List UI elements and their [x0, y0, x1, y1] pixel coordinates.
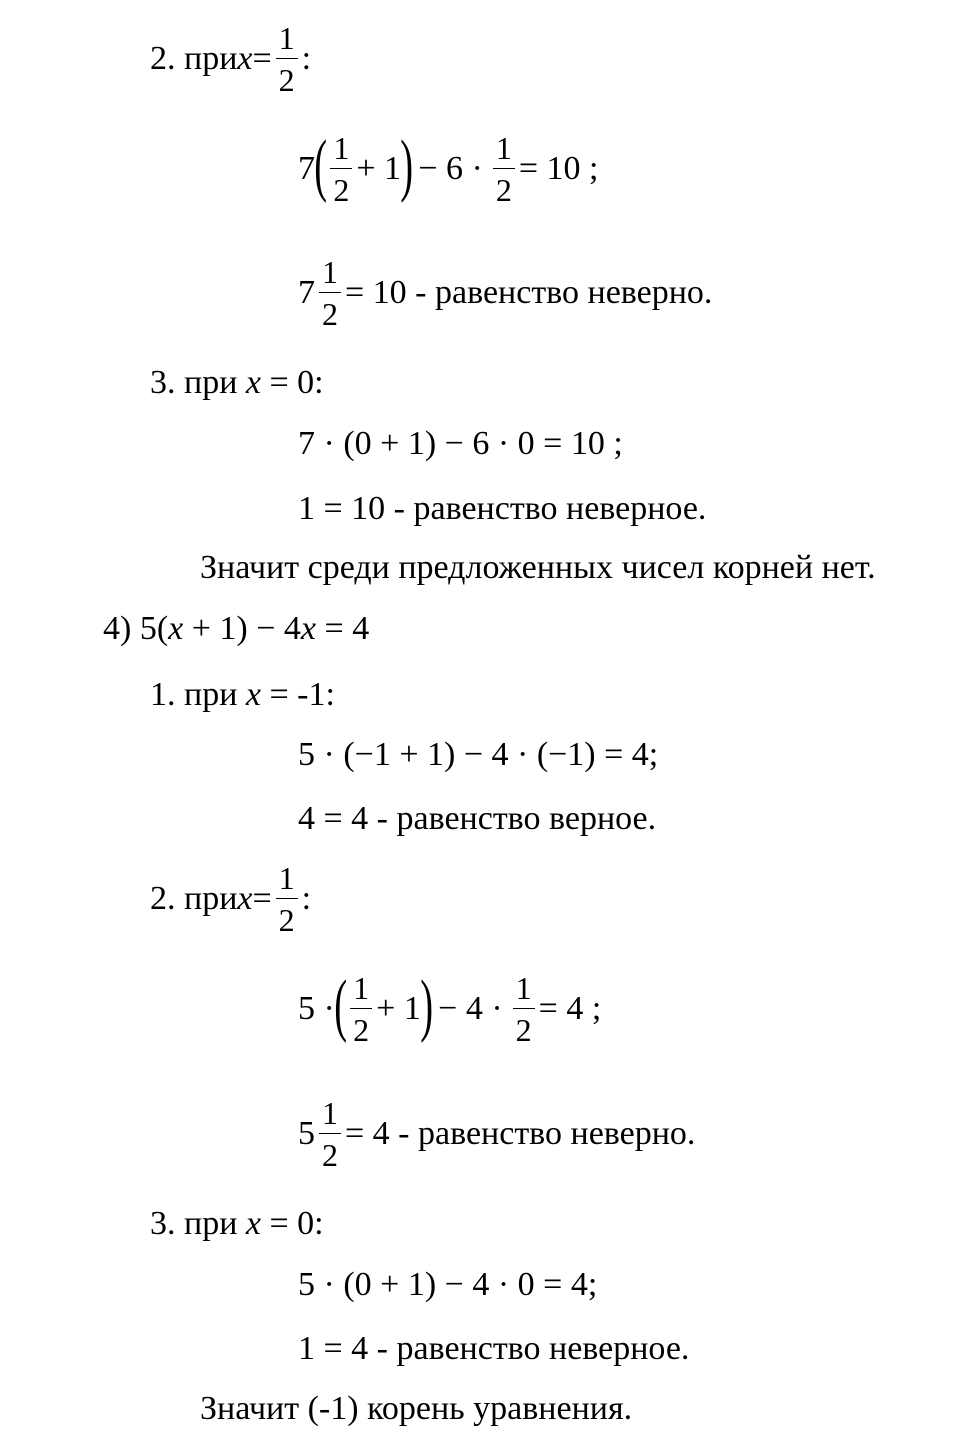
variable-x: x: [237, 40, 253, 77]
plus-one: + 1: [356, 150, 401, 187]
variable-x: x: [245, 1205, 261, 1242]
task-label: 4) 5(: [103, 610, 169, 647]
colon: :: [301, 880, 312, 917]
fraction-one-half: [350, 972, 372, 1046]
fraction-one-half: [276, 22, 298, 96]
fraction-numerator: 1: [322, 1095, 338, 1131]
coefficient: 7: [298, 150, 315, 187]
item-label: 3. при: [150, 1205, 246, 1242]
conclusion-text: Значит (-1) корень уравнения.: [200, 1390, 633, 1427]
fraction-bar: [276, 898, 298, 899]
colon: :: [301, 40, 312, 77]
result-line-half-a: [298, 256, 712, 330]
equation-substitution-minus-one-b: [298, 738, 658, 772]
fraction-bar: [330, 168, 352, 169]
item-2-heading-b: [150, 862, 311, 936]
right-paren: ): [400, 127, 414, 204]
result-text: 1 = 4 - равенство неверное.: [298, 1330, 690, 1367]
equation-text: 7 · (0 + 1) − 6 · 0 = 10 ;: [298, 425, 623, 462]
fraction-one-half: [330, 132, 352, 206]
fraction-numerator: 1: [333, 130, 350, 166]
fraction-numerator: 1: [278, 20, 295, 56]
item-label: 2. при: [150, 40, 238, 77]
result-line-half-b: [298, 1097, 695, 1171]
plus-one: + 1: [376, 990, 421, 1027]
minus-term: − 4 ·: [438, 990, 503, 1027]
task-middle: + 1) − 4: [183, 610, 301, 647]
equals-sign: =: [252, 880, 272, 917]
item-3-heading-a: [150, 366, 324, 400]
fraction-numerator: 1: [495, 130, 512, 166]
fraction-one-half: [319, 1097, 341, 1171]
result-text: = 4 - равенство неверно.: [345, 1115, 696, 1152]
conclusion-b: [200, 1392, 632, 1426]
equals-result: = 4 ;: [538, 990, 602, 1027]
result-text: 1 = 10 - равенство неверное.: [298, 490, 707, 527]
fraction-bar: [513, 1008, 535, 1009]
variable-x: x: [168, 610, 184, 647]
fraction-denominator: 2: [322, 296, 338, 332]
fraction-denominator: 2: [278, 62, 295, 98]
equation-substitution-half-a: [298, 127, 599, 208]
result-line-zero-a: [298, 492, 706, 526]
item-value: = 0:: [260, 1205, 324, 1242]
left-paren: (: [334, 967, 347, 1044]
fraction-one-half: [513, 972, 535, 1046]
left-paren: (: [314, 127, 328, 204]
whole-part: 5: [298, 1115, 315, 1152]
fraction-denominator: 2: [495, 172, 512, 208]
minus-term: − 6 ·: [418, 150, 483, 187]
result-text: 4 = 4 - равенство верное.: [298, 800, 657, 837]
equation-substitution-zero-a: [298, 427, 623, 461]
coefficient: 5 ·: [298, 990, 335, 1027]
equation-substitution-zero-b: [298, 1268, 597, 1302]
item-value: = -1:: [260, 676, 335, 713]
equals-sign: =: [252, 40, 272, 77]
variable-x: x: [237, 880, 253, 917]
equation-substitution-half-b: [298, 967, 602, 1048]
fraction-denominator: 2: [333, 172, 350, 208]
fraction-one-half: [493, 132, 515, 206]
variable-x: x: [245, 364, 261, 401]
result-line-zero-b: [298, 1332, 689, 1366]
fraction-denominator: 2: [278, 902, 295, 938]
item-label: 3. при: [150, 364, 246, 401]
right-paren: ): [420, 967, 433, 1044]
fraction-denominator: 2: [353, 1012, 370, 1048]
fraction-numerator: 1: [353, 970, 370, 1006]
fraction-bar: [493, 168, 515, 169]
whole-part: 7: [298, 274, 315, 311]
fraction-bar: [276, 58, 298, 59]
equation-text: 5 · (−1 + 1) − 4 · (−1) = 4;: [298, 736, 659, 773]
item-label: 2. при: [150, 880, 238, 917]
result-line-minus-one-b: [298, 802, 656, 836]
fraction-bar: [350, 1008, 372, 1009]
variable-x: x: [245, 676, 261, 713]
item-label: 1. при: [150, 676, 246, 713]
fraction-one-half: [319, 256, 341, 330]
fraction-numerator: 1: [515, 970, 532, 1006]
fraction-denominator: 2: [322, 1137, 338, 1173]
conclusion-a: [200, 551, 876, 585]
item-value: = 0:: [260, 364, 324, 401]
equals-result: = 10 ;: [518, 150, 599, 187]
task-end: = 4: [316, 610, 370, 647]
fraction-bar: [319, 292, 341, 293]
equation-text: 5 · (0 + 1) − 4 · 0 = 4;: [298, 1266, 598, 1303]
variable-x: x: [300, 610, 317, 647]
item-2-heading-a: [150, 22, 311, 96]
item-1-heading-b: [150, 678, 335, 712]
fraction-bar: [319, 1133, 341, 1134]
fraction-denominator: 2: [515, 1012, 532, 1048]
fraction-numerator: 1: [322, 254, 338, 290]
item-3-heading-b: [150, 1207, 324, 1241]
task-4-heading: [103, 612, 369, 646]
fraction-numerator: 1: [278, 860, 295, 896]
fraction-one-half: [276, 862, 298, 936]
conclusion-text: Значит среди предложенных чисел корней нет.: [200, 549, 876, 586]
result-text: = 10 - равенство неверно.: [345, 274, 713, 311]
